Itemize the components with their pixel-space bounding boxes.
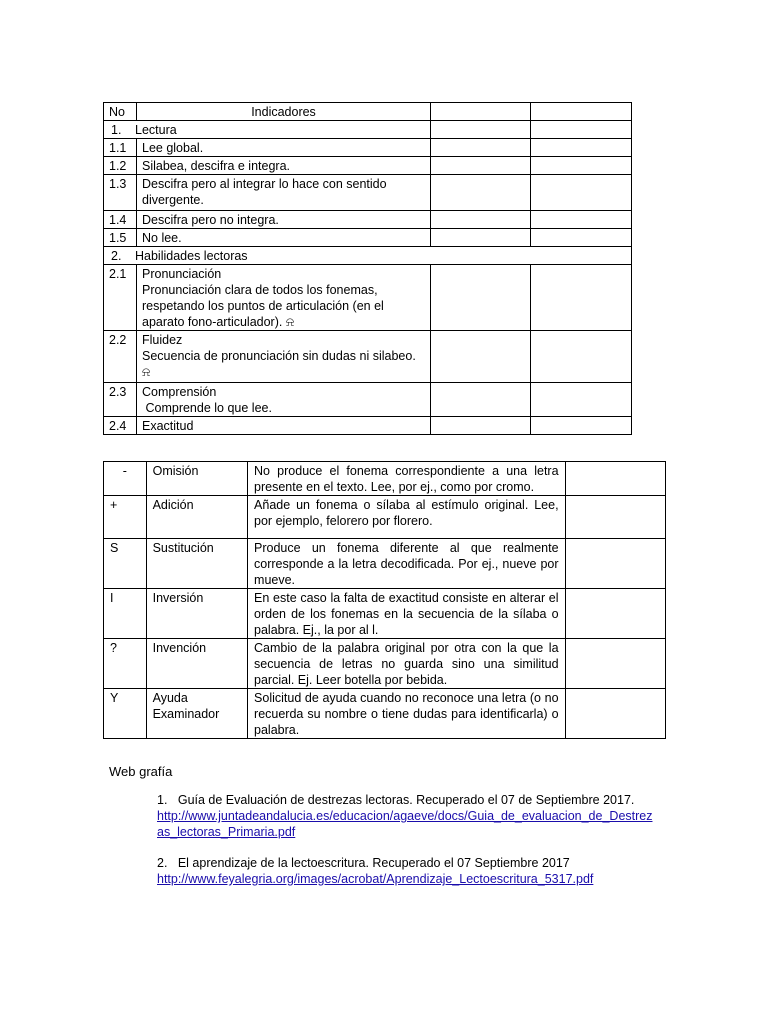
section-row [104,247,632,265]
row-number: 1.1 [104,139,137,157]
empty-cell [531,139,632,157]
empty-cell [431,211,531,229]
section-row [104,121,632,139]
reference-label: 1. Guía de Evaluación de destrezas lectoras. Recuperado el 07 de Septiembre 2017. [157,793,635,807]
empty-cell [531,157,632,175]
table-row [104,139,632,157]
empty-cell [431,103,531,121]
table-row [104,175,632,211]
row-text: Comprende lo que lee. [142,401,272,415]
error-description: Añade un fonema o sílaba al estímulo original. Lee, por ejemplo, felorero por florero. [248,496,566,539]
error-name: Omisión [146,462,247,496]
error-name: Adición [146,496,247,539]
row-text: No lee. [137,229,431,247]
indicators-table [103,102,632,435]
table-header-row [104,103,632,121]
row-text: Silabea, descifra e integra. [137,157,431,175]
row-title: Comprensión [142,385,217,399]
row-text: Pronunciación clara de todos los fonemas, respetando los puntos de articulación (en el aparato fono-articulador). ⍾ [142,283,384,329]
empty-cell [531,383,632,417]
row-text: Lee global. [137,139,431,157]
header-no: No [104,103,137,121]
empty-cell [565,589,665,639]
table-row [104,211,632,229]
row-title: Pronunciación [142,267,222,281]
row-text: Descifra pero no integra. [137,211,431,229]
empty-cell [531,121,632,139]
empty-cell [431,331,531,383]
error-description: Solicitud de ayuda cuando no reconoce una letra (o no recuerda su nombre o tiene dudas para identificarla) o palabra. [248,689,566,739]
header-indicadores: Indicadores [137,103,431,121]
error-symbol: S [104,539,147,589]
empty-cell [565,496,665,539]
table-row [104,331,632,383]
row-number: 1.2 [104,157,137,175]
row-text: Secuencia de pronunciación sin dudas ni silabeo. ⍾ [142,349,416,379]
row-number: 2.1 [104,265,137,331]
table-row [104,417,632,435]
empty-cell [531,103,632,121]
table-row [104,229,632,247]
row-title: Fluidez [142,333,183,347]
empty-cell [431,417,531,435]
empty-cell [431,139,531,157]
reference-label: 2. El aprendizaje de la lectoescritura. Recuperado el 07 Septiembre 2017 [157,856,570,870]
empty-cell [531,417,632,435]
error-symbol: + [104,496,147,539]
error-description: En este caso la falta de exactitud consiste en alterar el orden de los fonemas en la secuencia de la sílaba o palabra. Ej., la por al l. [248,589,566,639]
row-text: Descifra pero al integrar lo hace con sentido divergente. [137,175,431,211]
reference-link[interactable]: http://www.juntadeandalucia.es/educacion/agaeve/docs/Guia_de_evaluacion_de_Destrezas_lectoras_Primaria.pdf [157,809,653,839]
webgraphy-title: Web grafía [109,764,173,779]
row-number: 1.4 [104,211,137,229]
error-symbol: I [104,589,147,639]
section-number: 1. [111,123,122,137]
error-name: Sustitución [146,539,247,589]
empty-cell [531,211,632,229]
section-number: 2. [111,249,122,263]
row-number: 2.4 [104,417,137,435]
error-description: No produce el fonema correspondiente a una letra presente en el texto. Lee, por ej., como por cromo. [248,462,566,496]
error-name: Invención [146,639,247,689]
error-symbol: - [104,462,147,496]
empty-cell [565,539,665,589]
table-row [104,539,666,589]
error-types-table [103,461,666,739]
error-description: Produce un fonema diferente al que realmente corresponde a la letra decodificada. Por ej., nueve por mueve. [248,539,566,589]
table-row [104,383,632,417]
row-number: 2.2 [104,331,137,383]
row-number: 1.5 [104,229,137,247]
reference-item [157,855,657,887]
empty-cell [531,265,632,331]
error-symbol: ? [104,639,147,689]
row-title: Exactitud [137,417,431,435]
error-symbol: Y [104,689,147,739]
row-number: 1.3 [104,175,137,211]
table-row [104,496,666,539]
empty-cell [431,157,531,175]
empty-cell [565,462,665,496]
empty-cell [531,175,632,211]
section-title: Lectura [135,123,177,137]
row-number: 2.3 [104,383,137,417]
section-title: Habilidades lectoras [135,249,248,263]
empty-cell [431,229,531,247]
table-row [104,589,666,639]
empty-cell [531,229,632,247]
table-row [104,265,632,331]
error-name: Inversión [146,589,247,639]
empty-cell [431,265,531,331]
table-row [104,689,666,739]
table-row [104,157,632,175]
empty-cell [431,175,531,211]
reference-link[interactable]: http://www.feyalegria.org/images/acrobat/Aprendizaje_Lectoescritura_5317.pdf [157,872,594,886]
table-row [104,462,666,496]
empty-cell [431,383,531,417]
reference-item [157,792,657,840]
empty-cell [531,331,632,383]
table-row [104,639,666,689]
empty-cell [565,639,665,689]
error-description: Cambio de la palabra original por otra con la que la secuencia de letras no guarda sino una similitud parcial. Ej. Leer botella por bebida. [248,639,566,689]
empty-cell [431,121,531,139]
error-name: Ayuda Examinador [146,689,247,739]
empty-cell [565,689,665,739]
